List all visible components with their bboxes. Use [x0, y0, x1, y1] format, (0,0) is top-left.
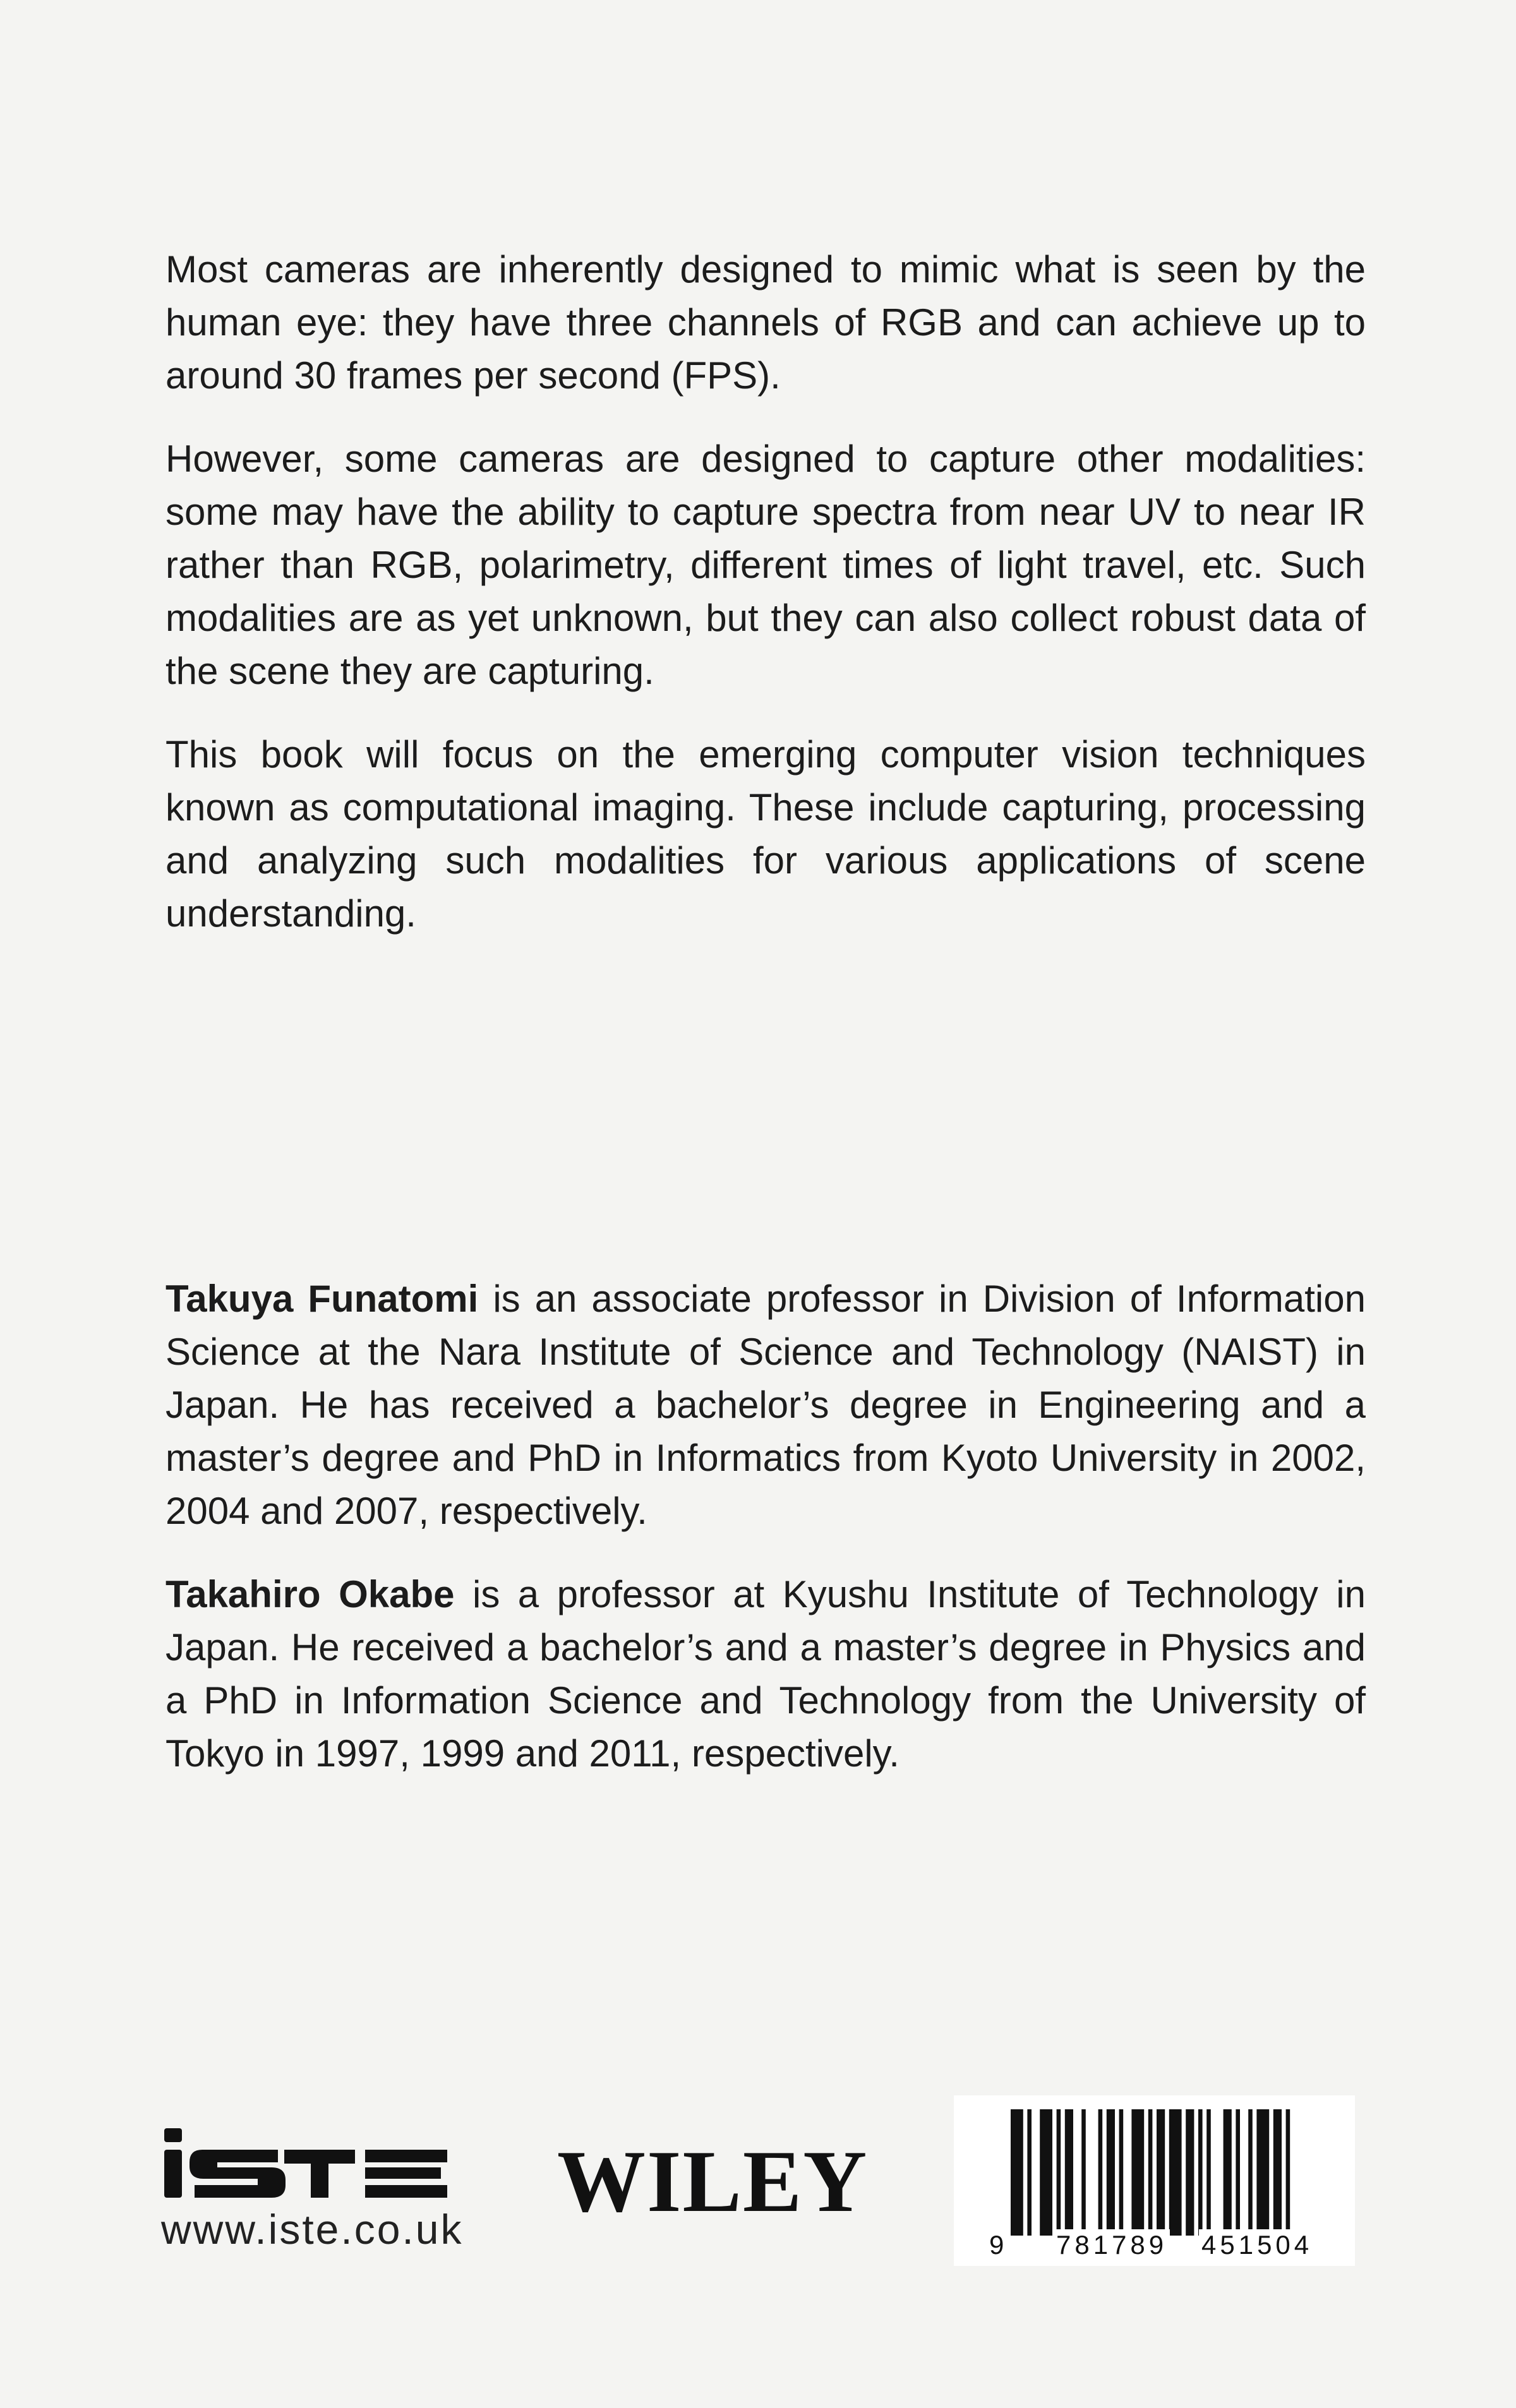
iste-url: www.iste.co.uk	[161, 2206, 464, 2253]
author-name-2: Takahiro Okabe	[165, 1573, 455, 1615]
blurb-paragraph-1: Most cameras are inherently designed to mimic what is seen by the human eye: they have three channels of RGB and can achieve up to around 30 frames per second (FPS).	[165, 248, 1366, 397]
author-bios	[165, 1273, 1366, 1780]
barcode-digits-left: 781789	[1054, 2229, 1170, 2261]
barcode-digits-right: 451504	[1199, 2229, 1315, 2261]
back-cover-blurb	[165, 243, 1366, 940]
isbn-barcode	[954, 2095, 1355, 2266]
author-bio-1	[165, 1273, 1366, 1538]
barcode-digit-first: 9	[987, 2229, 1006, 2261]
author-name-1: Takuya Funatomi	[165, 1278, 479, 1320]
blurb-paragraph-2: However, some cameras are designed to capture other modalities: some may have the ability to capture spectra from near UV to near IR rather than RGB, polarimetry, different times of light travel, etc. Such modalities are as yet unknown, but they can also collect robust data of the scene they are capturing.	[165, 438, 1366, 692]
author-bio-text-2: is a professor at Kyushu Institute of Technology in Japan. He received a bachelor’s and a master’s degree in Physics and a PhD in Information Science and Technology from the University of Tokyo in 1997, 1999 and 2011, respectively.	[165, 1573, 1366, 1775]
author-bio-text-1: is an associate professor in Division of Information Science at the Nara Institute of Science and Technology (NAIST) in Japan. He has received a bachelor’s degree in Engineering and a master’s degree and PhD in Informatics from Kyoto University in 2002, 2004 and 2007, respectively.	[165, 1278, 1366, 1532]
blurb-paragraph-3: This book will focus on the emerging computer vision techniques known as computational imaging. These include capturing, processing and analyzing such modalities for various applications of scene understanding.	[165, 733, 1366, 935]
wiley-logo: WILEY	[557, 2133, 869, 2231]
author-bio-2	[165, 1568, 1366, 1780]
iste-logo	[164, 2128, 467, 2198]
